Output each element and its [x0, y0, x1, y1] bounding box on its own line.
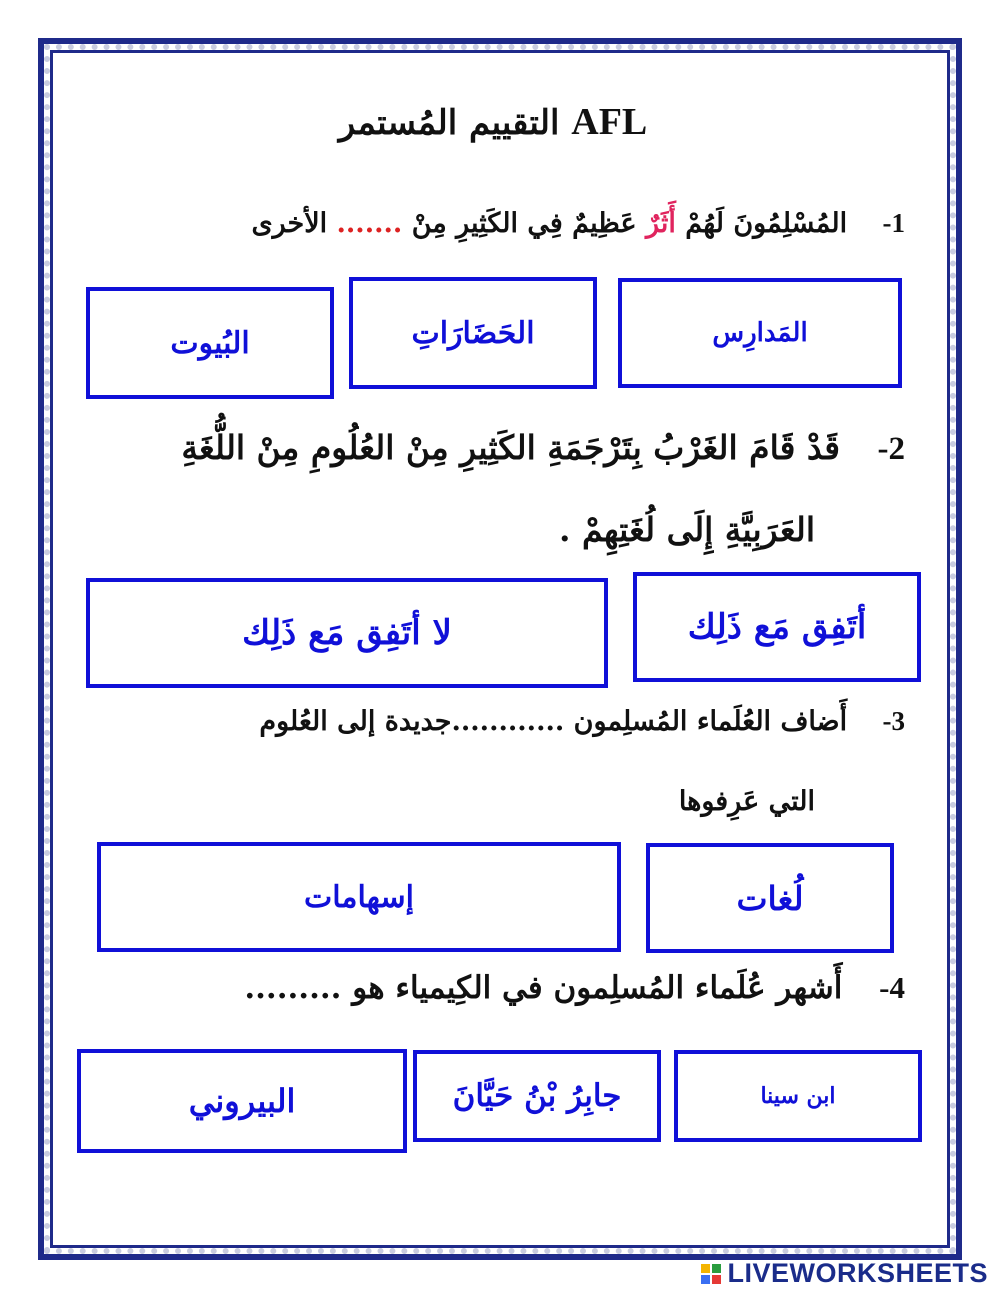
option-q1-3[interactable]: البُيوت	[86, 287, 334, 399]
option-q1-1[interactable]: المَدارِس	[618, 278, 902, 388]
option-q3-2[interactable]: إسهامات	[97, 842, 621, 952]
question-number: 2-	[877, 431, 905, 467]
question-text: الأخرى	[251, 208, 328, 239]
question-highlight: أَثَرٌ	[645, 208, 676, 239]
worksheet-title	[0, 100, 1000, 144]
liveworksheets-brand: LIVEWORKSHEETS	[727, 1258, 988, 1288]
question-text: أَضاف العُلَماء المُسلِمون ............جديدة إلى العُلوم	[259, 706, 848, 737]
option-q1-2[interactable]: الحَضَارَاتِ	[349, 277, 597, 389]
question-number: 3-	[882, 706, 905, 736]
title-afl: AFL	[571, 101, 648, 143]
question-2-line-2: العَرَبِيَّةِ إِلَى لُغَتِهِمْ .	[559, 510, 815, 549]
option-q4-1[interactable]: ابن سينا	[674, 1050, 922, 1142]
option-q2-1[interactable]: أتَفِق مَع ذَلِك	[633, 572, 921, 682]
question-text: قَدْ قَامَ الغَرْبُ بِتَرْجَمَةِ الكَثِيرِ مِنْ العُلُومِ مِنْ اللُّغَةِ	[181, 428, 840, 467]
question-text: المُسْلِمُونَ لَهُمْ	[685, 208, 848, 239]
option-q4-2[interactable]: جابِرُ بْنُ حَيَّانَ	[413, 1050, 661, 1142]
title-arabic: التقييم المُستمر	[338, 103, 560, 143]
question-text: عَظِيمٌ فِي الكَثِيرِ مِنْ	[411, 208, 637, 239]
question-3-line-2: التي عَرِفوها	[678, 786, 815, 817]
option-q4-3[interactable]: البيروني	[77, 1049, 407, 1153]
question-number: 4-	[879, 970, 905, 1005]
question-text: أَشهر عُلَماء المُسلِمون في الكِيمياء هو .........	[244, 970, 843, 1006]
liveworksheets-icon	[701, 1264, 721, 1284]
option-q2-2[interactable]: لا أتَفِق مَع ذَلِك	[86, 578, 608, 688]
question-2	[181, 428, 905, 468]
option-q3-1[interactable]: لُغات	[646, 843, 894, 953]
question-1	[251, 208, 905, 239]
liveworksheets-logo	[701, 1258, 988, 1289]
question-4	[244, 970, 905, 1006]
question-number: 1-	[882, 208, 905, 238]
question-blank: .......	[336, 208, 403, 239]
question-3	[259, 706, 905, 737]
